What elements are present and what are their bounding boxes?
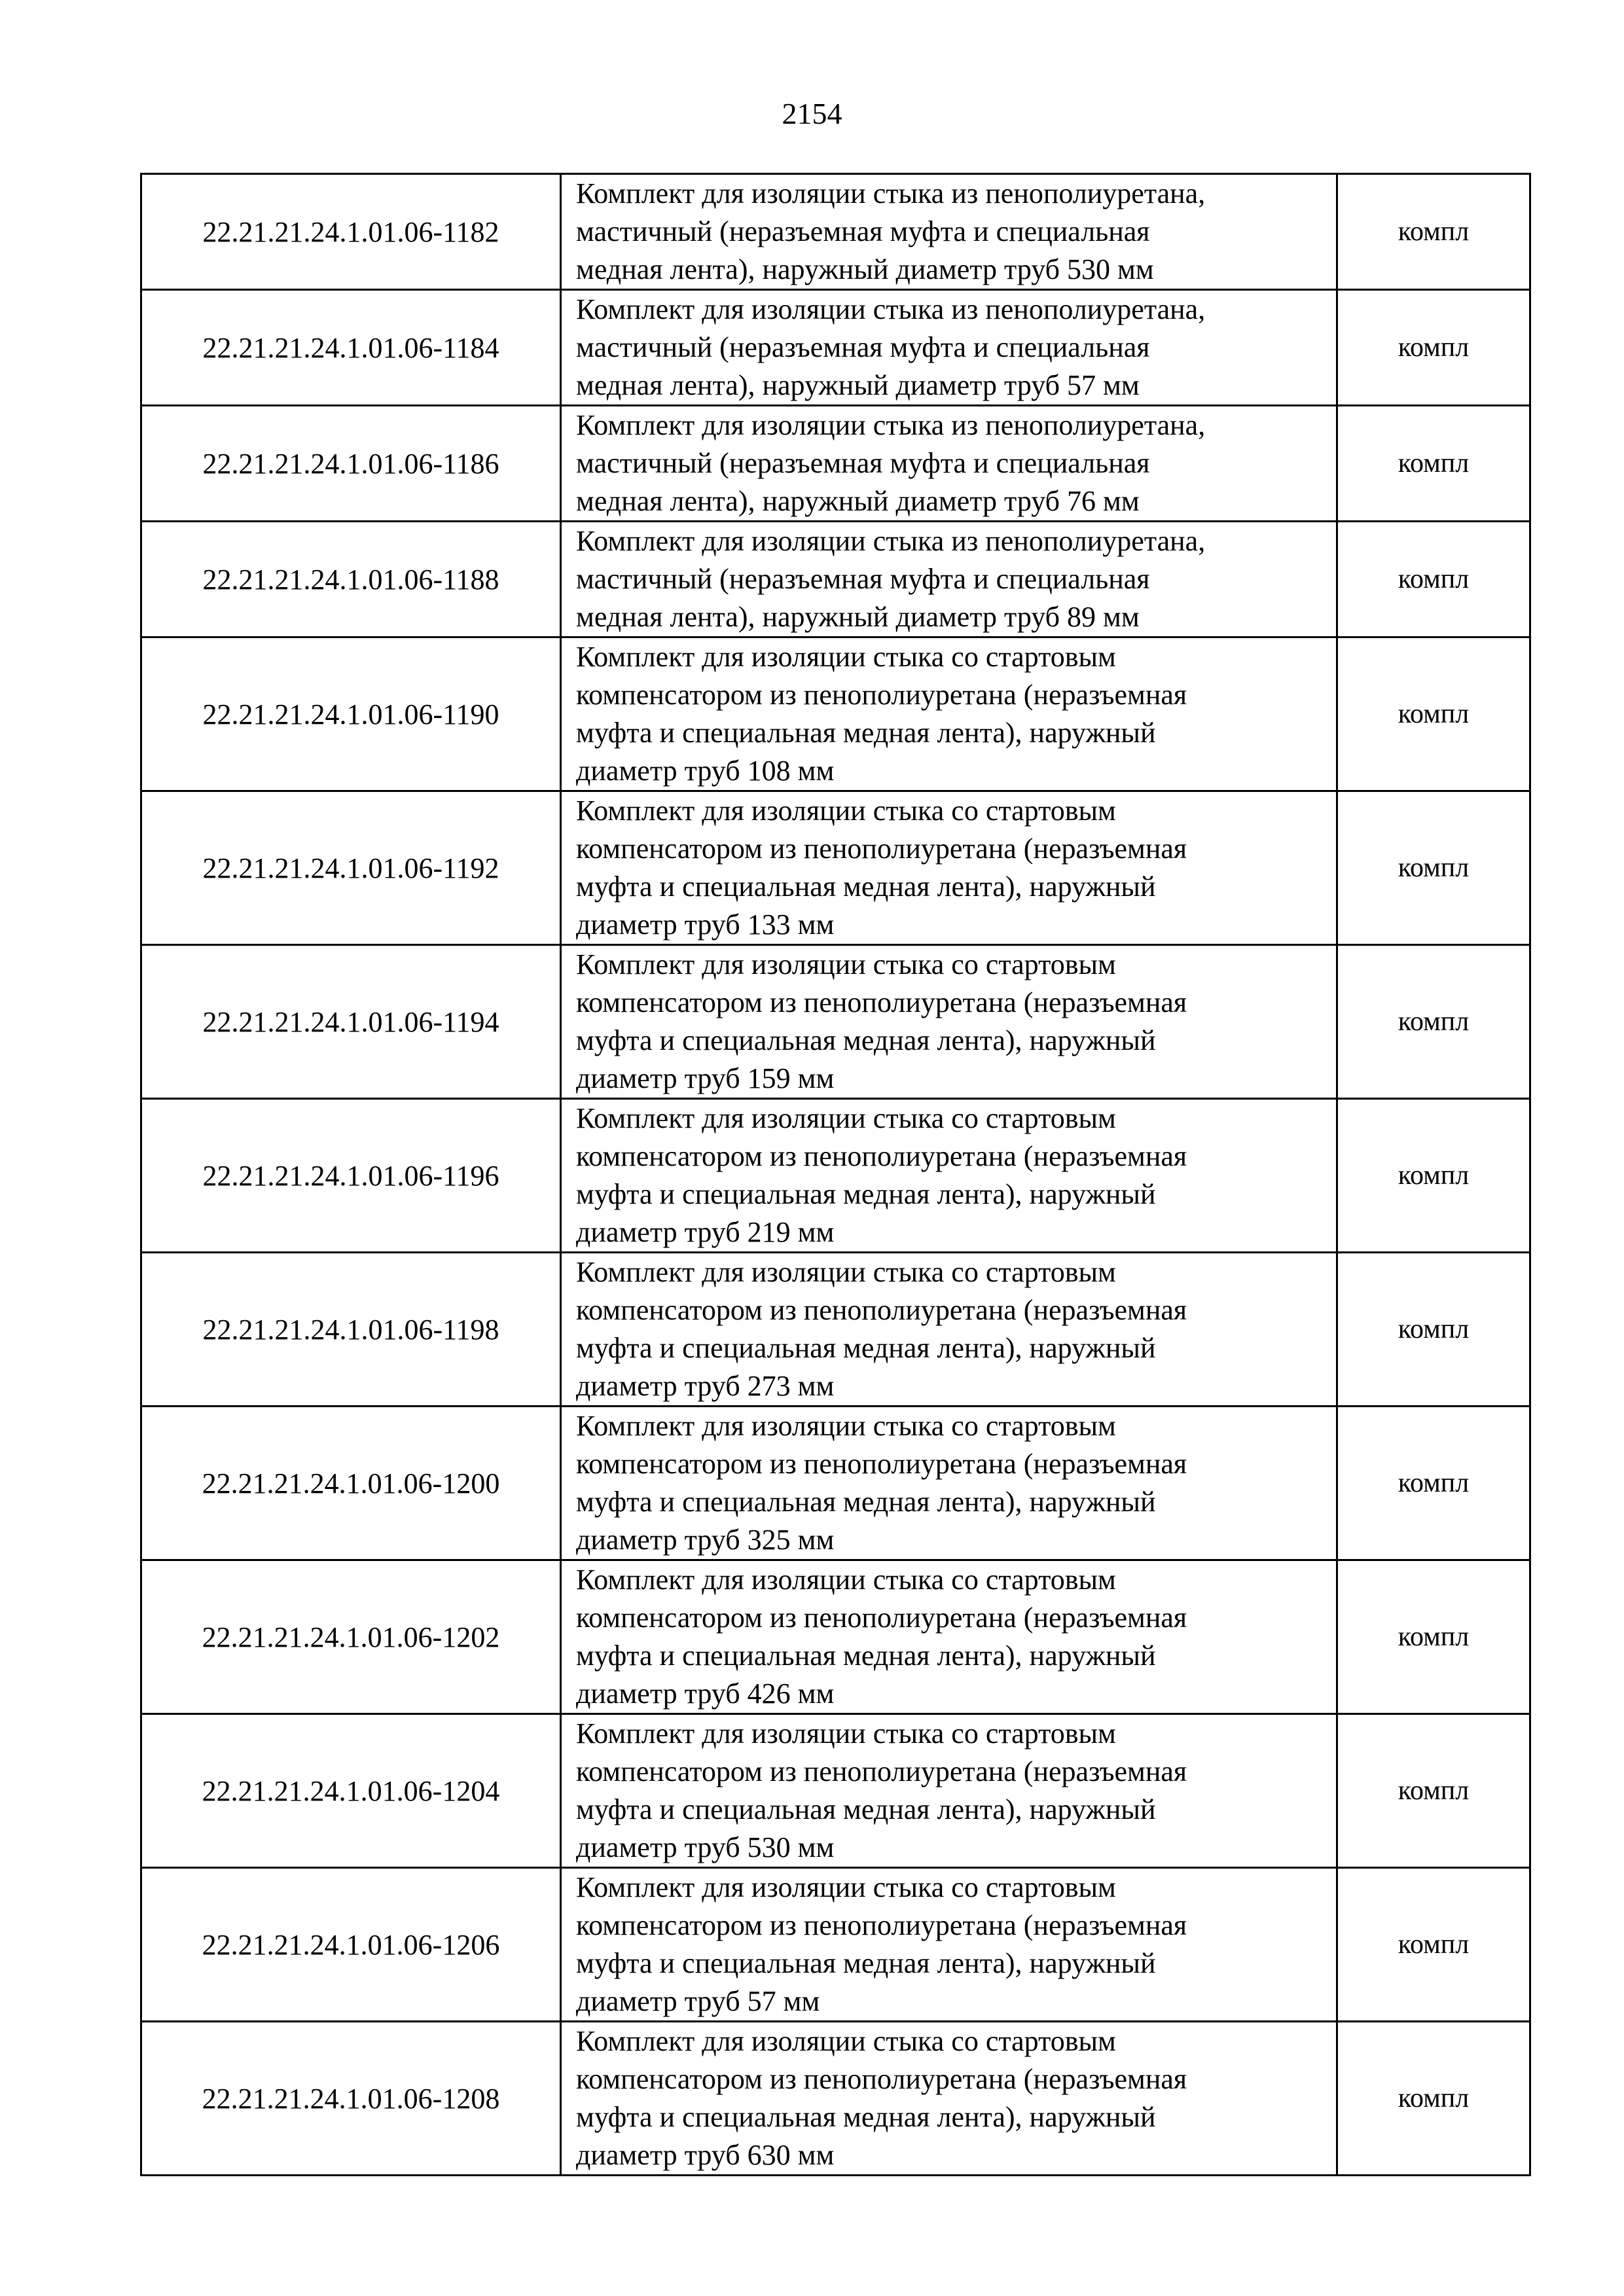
resource-code: 22.21.21.24.1.01.06-1208 [141, 2022, 561, 2176]
description-line: Комплект для изоляции стыка со стартовым [576, 1871, 1116, 1903]
description-line: диаметр труб 219 мм [576, 1216, 835, 1248]
unit-of-measure: компл [1337, 791, 1530, 945]
resource-code: 22.21.21.24.1.01.06-1186 [141, 406, 561, 522]
unit-of-measure: компл [1337, 406, 1530, 522]
description-line: диаметр труб 273 мм [576, 1370, 835, 1402]
unit-of-measure: компл [1337, 1868, 1530, 2022]
description-line: Комплект для изоляции стыка из пенополиуретана, [576, 409, 1206, 441]
description-line: мастичный (неразъемная муфта и специальная [576, 447, 1150, 479]
table-row [141, 1099, 1530, 1253]
resource-code: 22.21.21.24.1.01.06-1198 [141, 1253, 561, 1407]
description-line: компенсатором из пенополиуретана (неразъемная [576, 1909, 1187, 1941]
description-line: Комплект для изоляции стыка со стартовым [576, 2025, 1116, 2057]
table-row [141, 2022, 1530, 2176]
description-line: диаметр труб 630 мм [576, 2139, 835, 2171]
description-line: мастичный (неразъемная муфта и специальная [576, 215, 1150, 247]
resource-description [561, 1253, 1337, 1407]
description-line: Комплект для изоляции стыка из пенополиуретана, [576, 177, 1206, 209]
resource-description [561, 945, 1337, 1099]
description-line: диаметр труб 426 мм [576, 1677, 835, 1710]
description-line: муфта и специальная медная лента), наружный [576, 1332, 1156, 1364]
table-row [141, 1560, 1530, 1714]
resource-description [561, 1868, 1337, 2022]
resource-code: 22.21.21.24.1.01.06-1188 [141, 522, 561, 637]
resource-description [561, 637, 1337, 791]
description-line: компенсатором из пенополиуретана (неразъемная [576, 986, 1187, 1018]
resource-description [561, 1560, 1337, 1714]
description-line: компенсатором из пенополиуретана (неразъемная [576, 1448, 1187, 1480]
description-line: мастичный (неразъемная муфта и специальная [576, 563, 1150, 595]
unit-of-measure: компл [1337, 290, 1530, 406]
description-line: Комплект для изоляции стыка со стартовым [576, 1564, 1116, 1596]
description-line: муфта и специальная медная лента), наружный [576, 870, 1156, 903]
unit-of-measure: компл [1337, 945, 1530, 1099]
resource-description [561, 174, 1337, 290]
table-row [141, 1407, 1530, 1560]
description-line: медная лента), наружный диаметр труб 530 мм [576, 253, 1154, 285]
description-line: муфта и специальная медная лента), наружный [576, 1486, 1156, 1518]
description-line: диаметр труб 57 мм [576, 1985, 820, 2017]
description-line: муфта и специальная медная лента), наружный [576, 2101, 1156, 2133]
unit-of-measure: компл [1337, 1253, 1530, 1407]
description-line: муфта и специальная медная лента), наружный [576, 1178, 1156, 1210]
table-row [141, 406, 1530, 522]
unit-of-measure: компл [1337, 522, 1530, 637]
description-line: медная лента), наружный диаметр труб 76 мм [576, 485, 1140, 517]
resource-description [561, 1099, 1337, 1253]
description-line: муфта и специальная медная лента), наружный [576, 1640, 1156, 1672]
page-number: 2154 [782, 97, 842, 130]
description-line: диаметр труб 133 мм [576, 908, 835, 941]
table-row [141, 174, 1530, 290]
resource-code: 22.21.21.24.1.01.06-1184 [141, 290, 561, 406]
unit-of-measure: компл [1337, 1560, 1530, 1714]
description-line: муфта и специальная медная лента), наружный [576, 1024, 1156, 1056]
resource-description [561, 2022, 1337, 2176]
resource-code: 22.21.21.24.1.01.06-1182 [141, 174, 561, 290]
description-line: муфта и специальная медная лента), наружный [576, 717, 1156, 749]
table-row [141, 791, 1530, 945]
unit-of-measure: компл [1337, 1407, 1530, 1560]
description-line: муфта и специальная медная лента), наружный [576, 1793, 1156, 1825]
resource-code: 22.21.21.24.1.01.06-1206 [141, 1868, 561, 2022]
description-line: Комплект для изоляции стыка со стартовым [576, 1717, 1116, 1749]
description-line: компенсатором из пенополиуретана (неразъемная [576, 2063, 1187, 2095]
resource-code: 22.21.21.24.1.01.06-1202 [141, 1560, 561, 1714]
description-line: компенсатором из пенополиуретана (неразъемная [576, 1140, 1187, 1172]
description-line: медная лента), наружный диаметр труб 57 мм [576, 369, 1140, 401]
resource-code: 22.21.21.24.1.01.06-1190 [141, 637, 561, 791]
description-line: компенсатором из пенополиуретана (неразъемная [576, 1294, 1187, 1326]
description-line: Комплект для изоляции стыка со стартовым [576, 795, 1116, 827]
resource-description [561, 1714, 1337, 1868]
resource-code: 22.21.21.24.1.01.06-1196 [141, 1099, 561, 1253]
resource-description [561, 791, 1337, 945]
resource-code: 22.21.21.24.1.01.06-1192 [141, 791, 561, 945]
unit-of-measure: компл [1337, 2022, 1530, 2176]
resource-description [561, 406, 1337, 522]
resource-description [561, 1407, 1337, 1560]
description-line: компенсатором из пенополиуретана (неразъемная [576, 679, 1187, 711]
unit-of-measure: компл [1337, 174, 1530, 290]
description-line: компенсатором из пенополиуретана (неразъемная [576, 833, 1187, 865]
description-line: Комплект для изоляции стыка из пенополиуретана, [576, 293, 1206, 325]
description-line: Комплект для изоляции стыка со стартовым [576, 1410, 1116, 1442]
description-line: диаметр труб 108 мм [576, 755, 835, 787]
table-row [141, 290, 1530, 406]
description-line: диаметр труб 159 мм [576, 1062, 835, 1094]
description-line: Комплект для изоляции стыка со стартовым [576, 1256, 1116, 1288]
description-line: Комплект для изоляции стыка со стартовым [576, 641, 1116, 673]
description-line: Комплект для изоляции стыка со стартовым [576, 1102, 1116, 1134]
unit-of-measure: компл [1337, 637, 1530, 791]
resource-code: 22.21.21.24.1.01.06-1204 [141, 1714, 561, 1868]
resource-code: 22.21.21.24.1.01.06-1194 [141, 945, 561, 1099]
resource-table [140, 173, 1531, 2176]
description-line: медная лента), наружный диаметр труб 89 мм [576, 601, 1140, 633]
description-line: компенсатором из пенополиуретана (неразъемная [576, 1602, 1187, 1634]
description-line: мастичный (неразъемная муфта и специальная [576, 331, 1150, 363]
description-line: Комплект для изоляции стыка из пенополиуретана, [576, 525, 1206, 557]
table-row [141, 1253, 1530, 1407]
table-row [141, 522, 1530, 637]
resource-description [561, 290, 1337, 406]
description-line: диаметр труб 530 мм [576, 1831, 835, 1863]
description-line: диаметр труб 325 мм [576, 1524, 835, 1556]
description-line: муфта и специальная медная лента), наружный [576, 1947, 1156, 1979]
resource-code: 22.21.21.24.1.01.06-1200 [141, 1407, 561, 1560]
unit-of-measure: компл [1337, 1099, 1530, 1253]
unit-of-measure: компл [1337, 1714, 1530, 1868]
description-line: Комплект для изоляции стыка со стартовым [576, 948, 1116, 980]
resource-description [561, 522, 1337, 637]
table-row [141, 637, 1530, 791]
description-line: компенсатором из пенополиуретана (неразъемная [576, 1755, 1187, 1787]
table-row [141, 945, 1530, 1099]
table-row [141, 1868, 1530, 2022]
table-row [141, 1714, 1530, 1868]
